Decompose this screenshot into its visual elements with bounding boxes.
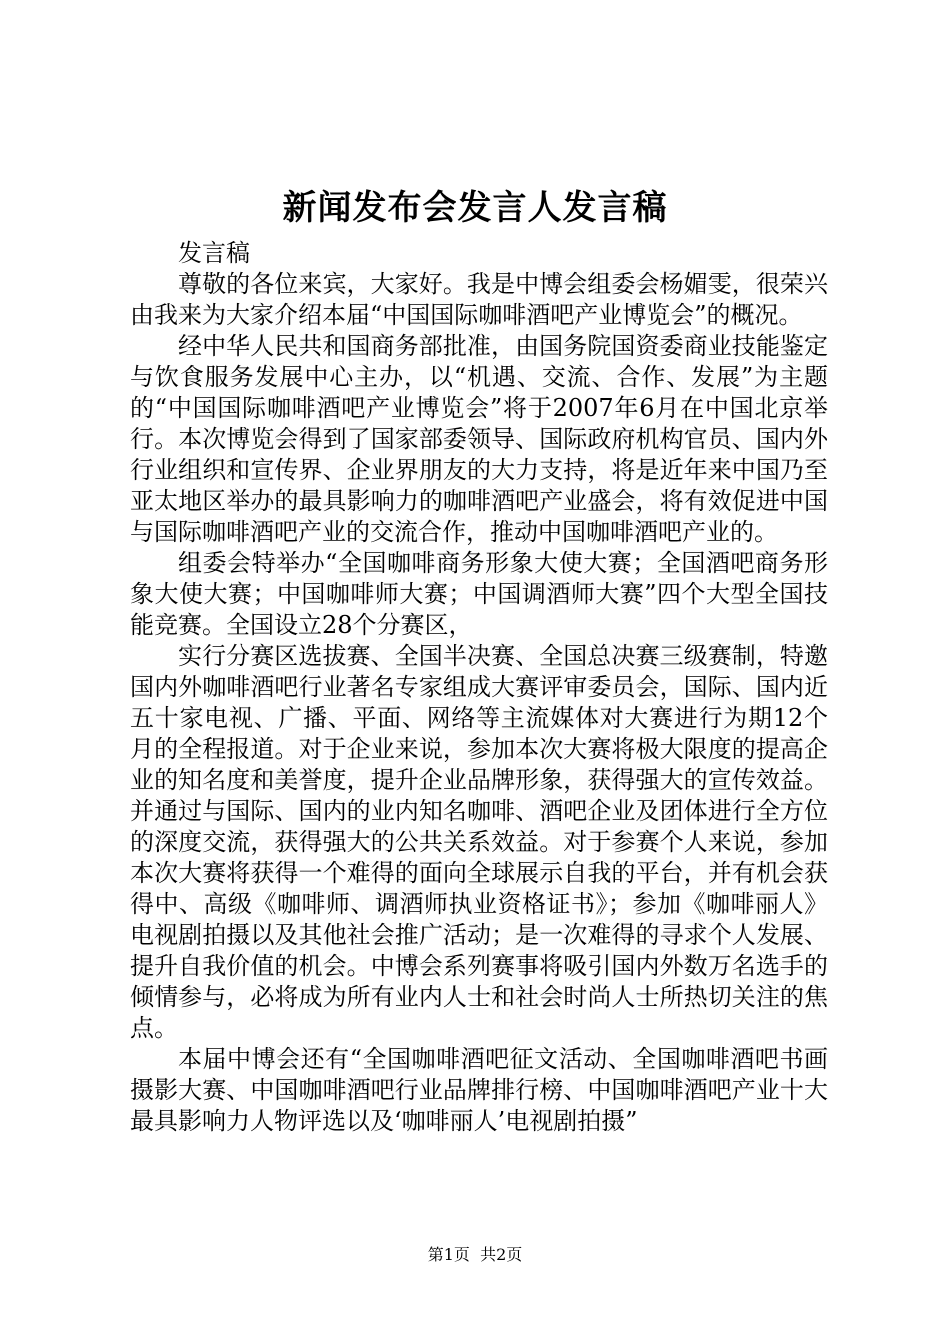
paragraph-competitions: 组委会特举办“全国咖啡商务形象大使大赛；全国酒吧商务形象大使大赛；中国咖啡师大赛；中国调酒师大赛”四个大型全国技能竞赛。全国设立28个分赛区， — [130, 549, 828, 639]
paragraph-activities: 本届中博会还有“全国咖啡酒吧征文活动、全国咖啡酒吧书画摄影大赛、中国咖啡酒吧行业品牌排行榜、中国咖啡酒吧产业十大最具影响力人物评选以及‘咖啡丽人’电视剧拍摄” — [130, 1045, 828, 1135]
paragraph-format: 实行分赛区选拔赛、全国半决赛、全国总决赛三级赛制，特邀国内外咖啡酒吧行业著名专家组成大赛评审委员会，国际、国内近五十家电视、广播、平面、网络等主流媒体对大赛进行为期12个月的全程报道。对于企业来说，参加本次大赛将极大限度的提高企业的知名度和美誉度，提升企业品牌形象，获得强大的宣传效益。并通过与国际、国内的业内知名咖啡、酒吧企业及团体进行全方位的深度交流，获得强大的公共关系效益。对于参赛个人来说，参加本次大赛将获得一个难得的面向全球展示自我的平台，并有机会获得中、高级《咖啡师、调酒师执业资格证书》；参加《咖啡丽人》电视剧拍摄以及其他社会推广活动；是一次难得的寻求个人发展、提升自我价值的机会。中博会系列赛事将吸引国内外数万名选手的倾情参与，必将成为所有业内人士和社会时尚人士所热切关注的焦点。 — [130, 642, 828, 1042]
paragraph-heading: 发言稿 — [178, 239, 250, 267]
page-total: 共2页 — [480, 1245, 523, 1264]
page-number: 第1页 — [427, 1245, 470, 1264]
paragraph-overview: 经中华人民共和国商务部批准，由国务院国资委商业技能鉴定与饮食服务发展中心主办，以“机遇、交流、合作、发展”为主题的“中国国际咖啡酒吧产业博览会”将于2007年6月在中国北京举行。本次博览会得到了国家部委领导、国际政府机构官员、国内外行业组织和宣传界、企业界朋友的大力支持，将是近年来中国乃至亚太地区举办的最具影响力的咖啡酒吧产业盛会，将有效促进中国与国际咖啡酒吧产业的交流合作，推动中国咖啡酒吧产业的。 — [130, 332, 828, 546]
page-footer — [0, 1244, 950, 1266]
document-title: 新闻发布会发言人发言稿 — [282, 188, 668, 228]
document-body — [130, 238, 828, 1137]
paragraph-greeting: 尊敬的各位来宾，大家好。我是中博会组委会杨媚雯，很荣兴由我来为大家介绍本届“中国国际咖啡酒吧产业博览会”的概况。 — [130, 270, 828, 329]
